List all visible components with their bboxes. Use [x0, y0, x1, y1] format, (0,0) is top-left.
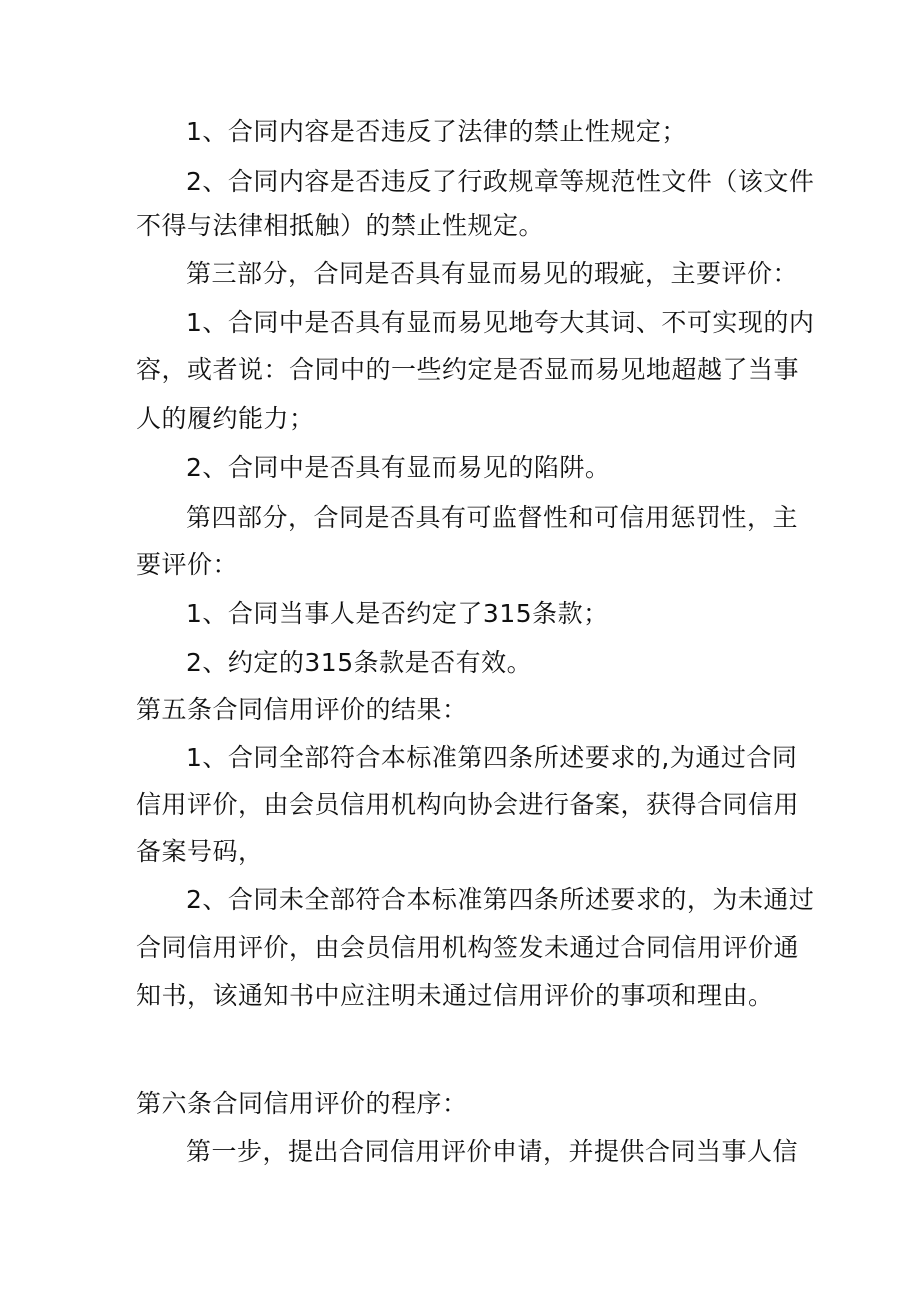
text-line: 合同信用评价，由会员信用机构签发未通过合同信用评价通	[136, 933, 800, 962]
text-line: 知书，该通知书中应注明未通过信用评价的事项和理由。	[136, 981, 774, 1010]
text-line: 1、合同全部符合本标准第四条所述要求的,为通过合同	[186, 743, 798, 772]
text-line: 1、合同当事人是否约定了315条款；	[186, 599, 609, 628]
text-line: 1、合同中是否具有显而易见地夸大其词、不可实现的内	[186, 308, 815, 337]
text-line: 容，或者说：合同中的一些约定是否显而易见地超越了当事	[136, 355, 800, 384]
text-line: 2、合同内容是否违反了行政规章等规范性文件（该文件	[186, 167, 815, 196]
text-line: 备案号码，	[136, 837, 264, 866]
text-line: 第四部分，合同是否具有可监督性和可信用惩罚性，主	[186, 503, 799, 532]
text-line: 2、合同未全部符合本标准第四条所述要求的，为未通过	[186, 885, 815, 914]
text-line: 信用评价，由会员信用机构向协会进行备案，获得合同信用	[136, 790, 800, 819]
text-line: 2、约定的315条款是否有效。	[186, 648, 533, 677]
text-line: 第一步，提出合同信用评价申请，并提供合同当事人信	[186, 1137, 799, 1166]
text-line: 1、合同内容是否违反了法律的禁止性规定；	[186, 117, 687, 146]
text-line: 第三部分，合同是否具有显而易见的瑕疵，主要评价：	[186, 259, 799, 288]
text-line: 不得与法律相抵触）的禁止性规定。	[136, 211, 545, 240]
section-heading: 第六条合同信用评价的程序：	[136, 1089, 468, 1118]
text-line: 2、合同中是否具有显而易见的陷阱。	[186, 453, 611, 482]
section-heading: 第五条合同信用评价的结果：	[136, 695, 468, 724]
text-line: 人的履约能力；	[136, 404, 315, 433]
text-line: 要评价：	[136, 550, 239, 579]
